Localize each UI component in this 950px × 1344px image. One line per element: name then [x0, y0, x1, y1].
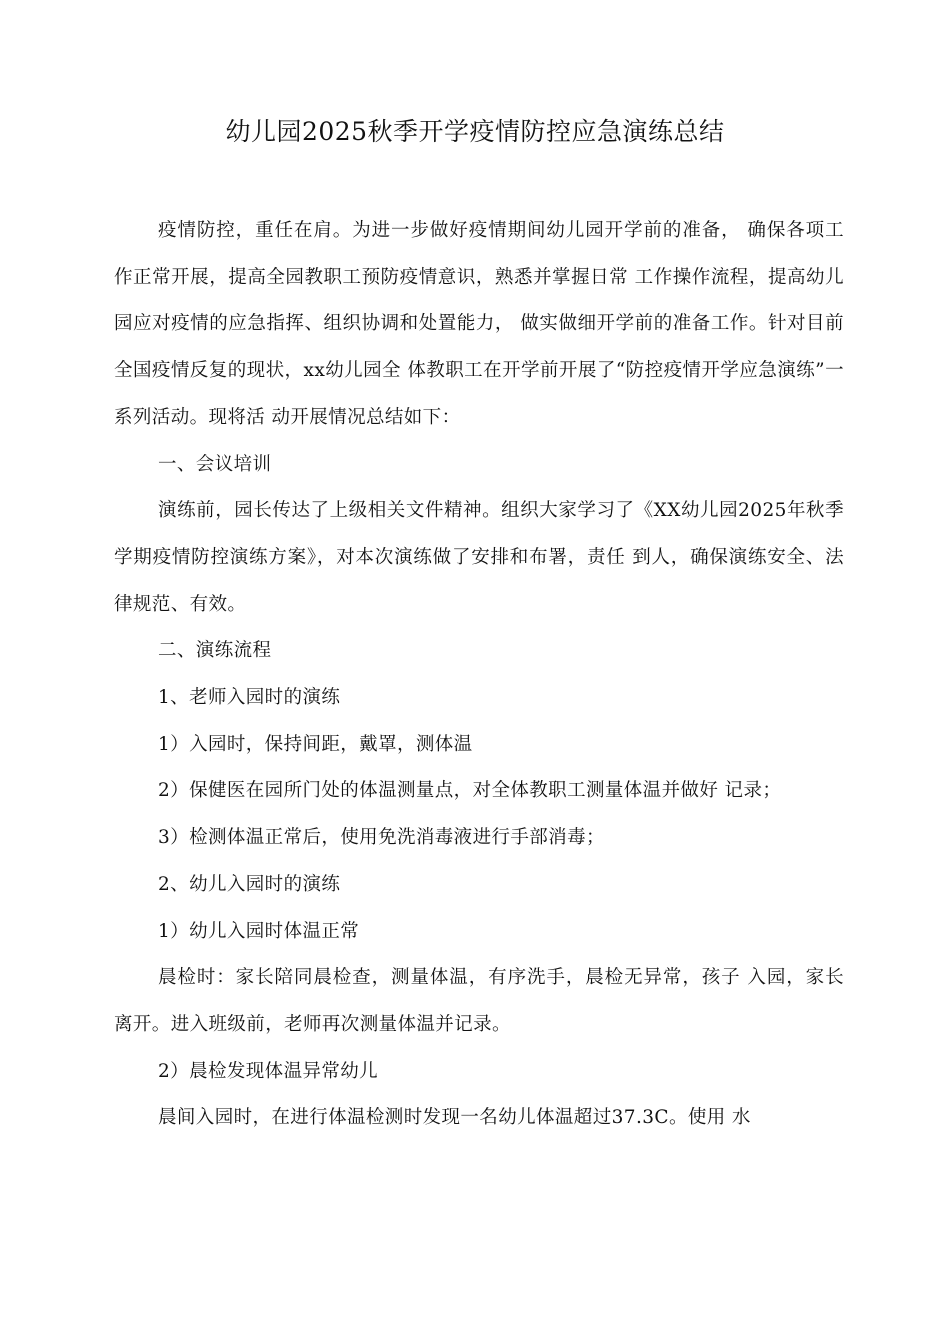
subheading-teacher-entry-drill: 1、老师入园时的演练 — [158, 687, 341, 709]
subheading-child-entry-drill: 2、幼儿入园时的演练 — [158, 873, 341, 895]
section-heading-meeting-training: 一、会议培训 — [158, 453, 272, 475]
document-title: 幼儿园2025秋季开学疫情防控应急演练总结 — [225, 117, 725, 146]
teacher-step-2: 2）保健医在园所门处的体温测量点，对全体教职工测量体温并做好 记录； — [158, 780, 782, 802]
child-case-2-heading: 2）晨检发现体温异常幼儿 — [158, 1060, 379, 1082]
intro-paragraph: 疫情防控，重任在肩。为进一步做好疫情期间幼儿园开学前的准备， 确保各项工作正常开展，提高全园教职工预防疫情意识，熟悉并掌握日常 工作操作流程，提高幼儿园应对疫情的应急指挥、组织协调和处置能力， 做实做细开学前的准备工作。针对目前全国疫情反复的现状，xx幼儿园全 体教职工在开学前开展了“防控疫情开学应急演练”一系列活动。现将活 动开展情况总结如下： — [114, 220, 844, 428]
teacher-step-1: 1）入园时，保持间距，戴罩，测体温 — [158, 733, 473, 755]
document-body — [114, 208, 844, 1142]
meeting-training-paragraph: 演练前，园长传达了上级相关文件精神。组织大家学习了《XX幼儿园2025年秋季学期疫情防控演练方案》，对本次演练做了安排和布署，责任 到人，确保演练安全、法律规范、有效。 — [114, 500, 844, 615]
teacher-step-3: 3）检测体温正常后，使用免洗消毒液进行手部消毒； — [158, 827, 605, 849]
child-case-1-heading: 1）幼儿入园时体温正常 — [158, 920, 360, 942]
section-heading-drill-process: 二、演练流程 — [158, 640, 272, 662]
child-case-2-paragraph: 晨间入园时，在进行体温检测时发现一名幼儿体温超过37.3C。使用 水 — [158, 1107, 751, 1129]
child-case-1-paragraph: 晨检时：家长陪同晨检查，测量体温，有序洗手，晨检无异常，孩子 入园，家长离开。进入班级前，老师再次测量体温并记录。 — [114, 967, 844, 1035]
